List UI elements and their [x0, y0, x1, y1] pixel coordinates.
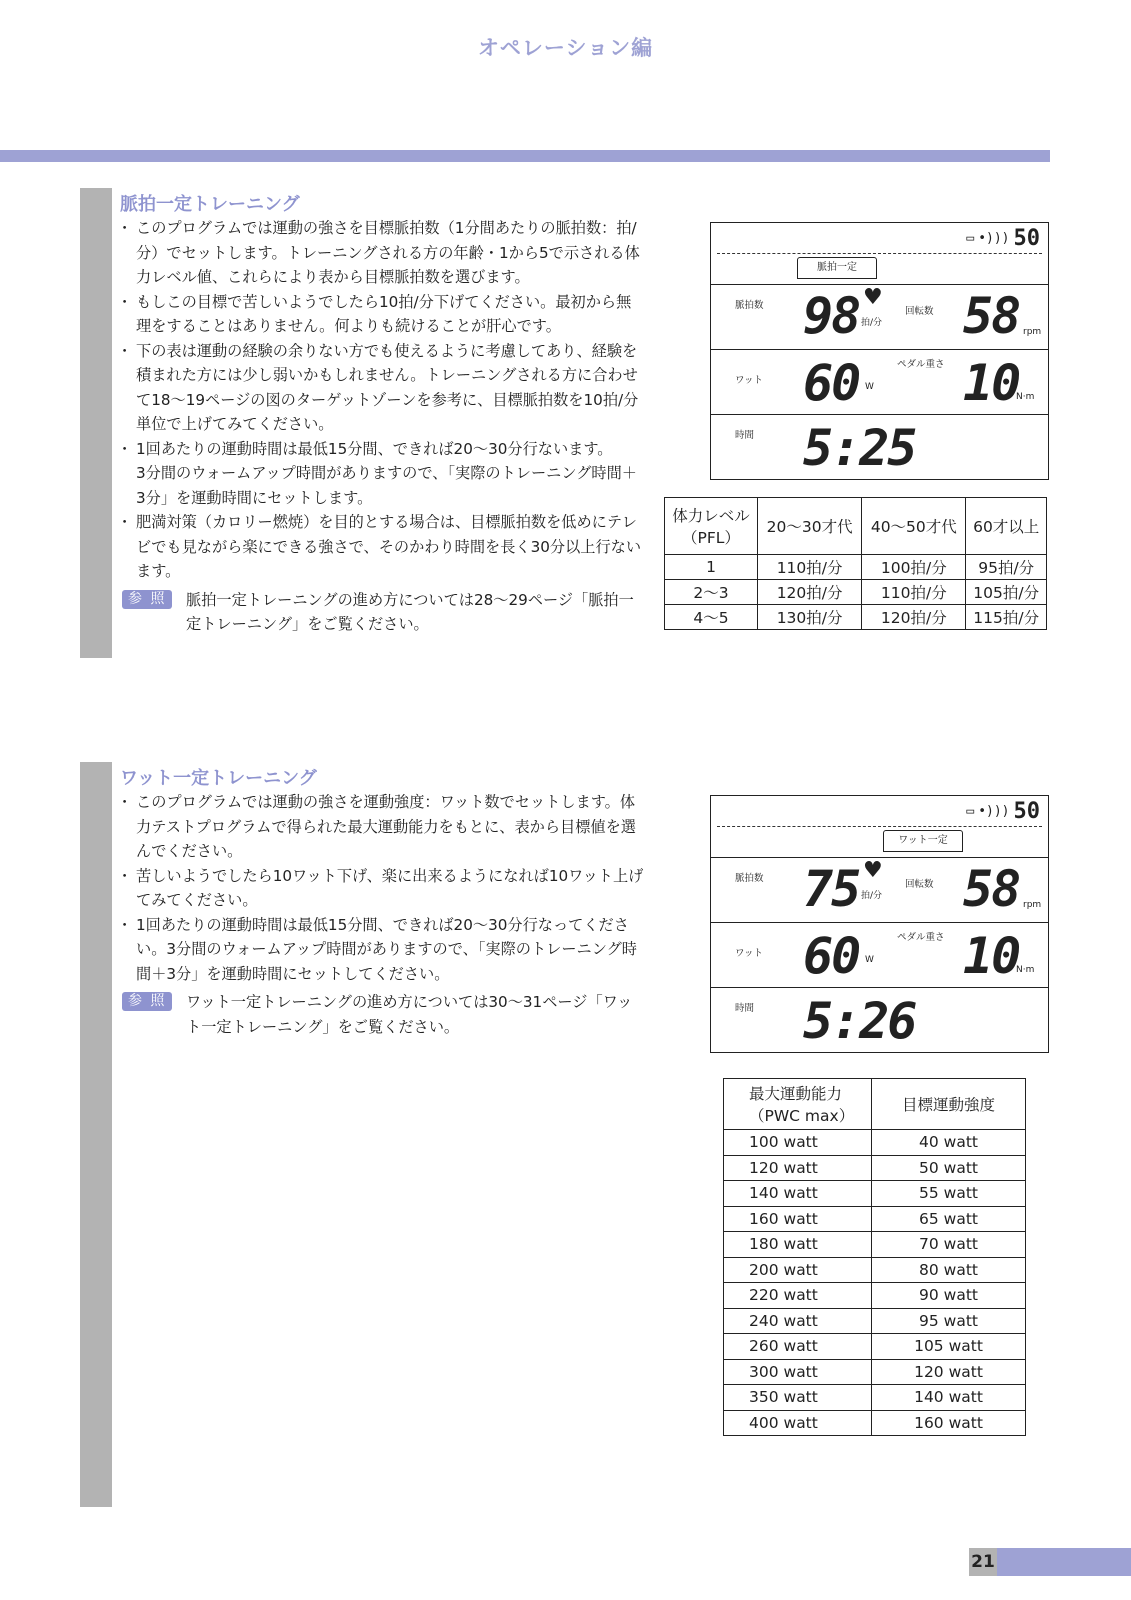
table-row: 120 watt 50 watt: [724, 1155, 1026, 1181]
table-row: 140 watt 55 watt: [724, 1181, 1026, 1207]
watt-label: ワット: [735, 948, 764, 959]
pulse-value: 75: [803, 860, 860, 918]
reference-note: [120, 990, 645, 1039]
reference-note: [120, 588, 645, 637]
console-display-pulse: [710, 222, 1049, 480]
watt-unit: W: [865, 382, 874, 392]
watt-label: ワット: [735, 375, 764, 386]
pulse-label: 脈拍数: [735, 873, 764, 884]
status-value: 50: [1013, 226, 1040, 251]
reference-text: ワット一定トレーニングの進め方については30～31ページ「ワット一定トレーニング」をご覧ください。: [186, 993, 633, 1036]
target-pulse-table: [664, 497, 1047, 630]
watt-value: 60: [803, 354, 860, 412]
status-value: 50: [1013, 799, 1040, 824]
table-header: 20～30才代: [758, 498, 862, 555]
torque-unit: N·m: [1016, 392, 1035, 402]
pulse-unit: 拍/分: [861, 891, 883, 901]
bullet-item: ・ 肥満対策（カロリー燃焼）を目的とする場合は、目標脈拍数を低めにテレビでも見ながら楽にできる強さで、そのかわり時間を長く30分以上行ないます。: [120, 510, 645, 584]
table-row: 240 watt 95 watt: [724, 1308, 1026, 1334]
reference-badge: 参 照: [122, 590, 172, 609]
rpm-unit: rpm: [1023, 900, 1042, 910]
signal-icon: •))): [978, 231, 1010, 246]
time-value: 5:26: [803, 992, 916, 1050]
table-row: 220 watt 90 watt: [724, 1283, 1026, 1309]
section-text-watt: [120, 790, 645, 1039]
console-display-watt: [710, 795, 1049, 1053]
reference-text: 脈拍一定トレーニングの進め方については28～29ページ「脈拍一定トレーニング」をご覧ください。: [186, 590, 634, 633]
display-status: [966, 226, 1040, 251]
card-icon: ▭: [966, 231, 975, 246]
table-header: 40～50才代: [862, 498, 966, 555]
section-header-title: オペレーション編: [477, 36, 654, 60]
pulse-value: 98: [803, 287, 860, 345]
torque-label: ペダル重さ: [897, 359, 945, 370]
footer-bar: [997, 1548, 1131, 1576]
time-label: 時間: [735, 1003, 755, 1014]
heart-icon: ♥: [863, 285, 883, 310]
table-header: 体力レベル（PFL）: [665, 498, 758, 555]
pulse-label: 脈拍数: [735, 300, 764, 311]
display-status: [966, 799, 1040, 824]
table-row: 180 watt 70 watt: [724, 1232, 1026, 1258]
section-text-pulse: [120, 216, 645, 637]
section-side-bar: [80, 188, 112, 658]
watt-value: 60: [803, 927, 860, 985]
table-row: 400 watt 160 watt: [724, 1410, 1026, 1436]
bullet-item: ・ このプログラムでは運動の強さを目標脈拍数（1分間あたりの脈拍数：拍/分）でセットします。トレーニングされる方の年齢・1から5で示される体力レベル値、これらにより表から目標脈拍数を選びます。: [120, 216, 645, 290]
table-row: 200 watt 80 watt: [724, 1257, 1026, 1283]
time-label: 時間: [735, 430, 755, 441]
table-row: 4～5 130拍/分 120拍/分 115拍/分: [665, 605, 1047, 630]
header-bar: [0, 150, 1050, 162]
section-title-watt: ワット一定トレーニング: [120, 768, 317, 789]
table-row: 2～3 120拍/分 110拍/分 105拍/分: [665, 580, 1047, 605]
table-row: 100 watt 40 watt: [724, 1130, 1026, 1156]
reference-badge: 参 照: [122, 992, 172, 1011]
table-header: 目標運動強度: [872, 1079, 1026, 1130]
rpm-label: 回転数: [905, 879, 934, 890]
heart-icon: ♥: [863, 858, 883, 883]
table-header: 60才以上: [966, 498, 1047, 555]
page-number: 21: [969, 1548, 997, 1576]
bullet-item: ・ このプログラムでは運動の強さを運動強度：ワット数でセットします。体力テストプログラムで得られた最大運動能力をもとに、表から目標値を選んでください。: [120, 790, 645, 864]
section-title-pulse: 脈拍一定トレーニング: [120, 194, 300, 215]
watt-unit: W: [865, 955, 874, 965]
mode-tag: ワット一定: [883, 830, 963, 852]
section-side-bar: [80, 762, 112, 1507]
torque-label: ペダル重さ: [897, 932, 945, 943]
pulse-unit: 拍/分: [861, 318, 883, 328]
rpm-unit: rpm: [1023, 327, 1042, 337]
table-row: 160 watt 65 watt: [724, 1206, 1026, 1232]
rpm-value: 58: [963, 860, 1020, 918]
target-watt-table: [723, 1078, 1026, 1436]
card-icon: ▭: [966, 804, 975, 819]
signal-icon: •))): [978, 804, 1010, 819]
bullet-item: ・ 下の表は運動の経験の余りない方でも使えるように考慮してあり、経験を積まれた方には少し弱いかもしれません。トレーニングされる方に合わせて18～19ページの図のターゲットゾーンを参考に、目標脈拍数を10拍/分単位で上げてみてください。: [120, 339, 645, 437]
bullet-item: ・ 1回あたりの運動時間は最低15分間、できれば20～30分行ないます。 3分間のウォームアップ時間がありますので、「実際のトレーニング時間＋3分」を運動時間にセットします。: [120, 437, 645, 511]
bullet-item: ・ 1回あたりの運動時間は最低15分間、できれば20～30分行なってください。3分間のウォームアップ時間がありますので、「実際のトレーニング時間＋3分」を運動時間にセットしてください。: [120, 913, 645, 987]
bullet-item: ・ 苦しいようでしたら10ワット下げ、楽に出来るようになれば10ワット上げてみてください。: [120, 864, 645, 913]
time-value: 5:25: [803, 419, 916, 477]
table-row: 300 watt 120 watt: [724, 1359, 1026, 1385]
mode-tag: 脈拍一定: [797, 257, 877, 279]
torque-unit: N·m: [1016, 965, 1035, 975]
rpm-value: 58: [963, 287, 1020, 345]
bullet-item: ・ もしこの目標で苦しいようでしたら10拍/分下げてください。最初から無理をすることはありません。何よりも続けることが肝心です。: [120, 290, 645, 339]
table-row: 260 watt 105 watt: [724, 1334, 1026, 1360]
torque-value: 10: [963, 927, 1020, 985]
table-row: 1 110拍/分 100拍/分 95拍/分: [665, 555, 1047, 580]
rpm-label: 回転数: [905, 306, 934, 317]
torque-value: 10: [963, 354, 1020, 412]
table-row: 350 watt 140 watt: [724, 1385, 1026, 1411]
table-header: 最大運動能力（PWC max）: [724, 1079, 872, 1130]
